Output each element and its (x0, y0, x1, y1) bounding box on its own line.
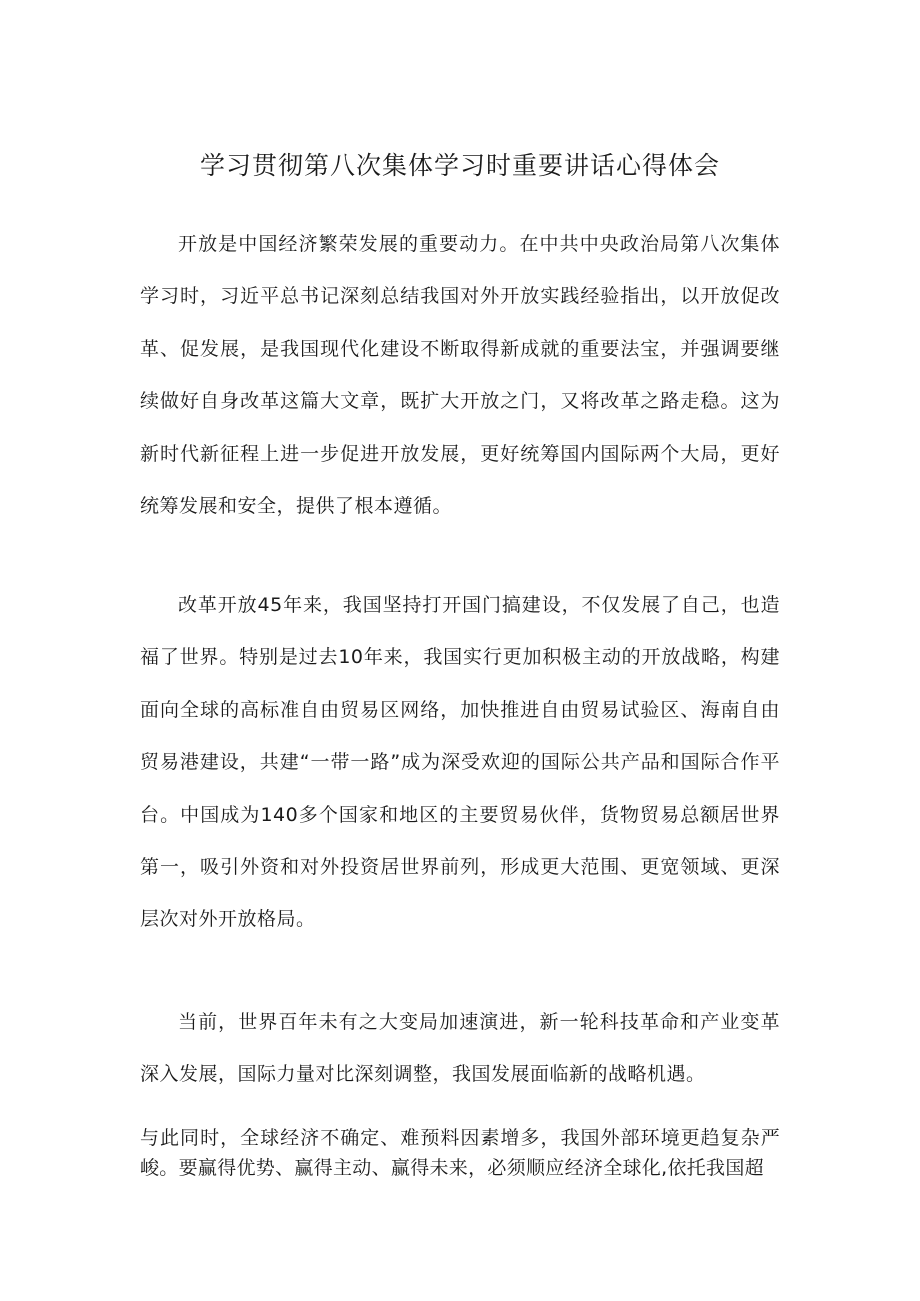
paragraph-opening: 开放是中国经济繁荣发展的重要动力。在中共中央政治局第八次集体学习时，习近平总书记深刻总结我国对外开放实践经验指出，以开放促改革、促发展，是我国现代化建设不断取得新成就的重要法宝，并强调要继续做好自身改革这篇大文章，既扩大开放之门，又将改革之路走稳。这为新时代新征程上进一步促进开放发展，更好统筹国内国际两个大局，更好统筹发展和安全，提供了根本遵循。 (140, 233, 780, 518)
paragraph-reform-opening-45-years: 改革开放45年来，我国坚持打开国门搞建设，不仅发展了自己，也造福了世界。特别是过去10年来，我国实行更加积极主动的开放战略，构建面向全球的高标准自由贸易区网络，加快推进自由贸易试验区、海南自由贸易港建设，共建“一带一路”成为深受欢迎的国际公共产品和国际合作平台。中国成为140多个国家和地区的主要贸易伙伴，货物贸易总额居世界第一，吸引外资和对外投资居世界前列，形成更大范围、更宽领域、更深层次对外开放格局。 (140, 594, 780, 931)
paragraph-external-environment: 与此同时，全球经济不确定、难预料因素增多，我国外部环境更趋复杂严峻。要赢得优势、赢得主动、赢得未来，必须顺应经济全球化,依托我国超 (140, 1127, 780, 1179)
paragraph-current-situation: 当前，世界百年未有之大变局加速演进，新一轮科技革命和产业变革深入发展，国际力量对比深刻调整，我国发展面临新的战略机遇。 (140, 1011, 780, 1086)
document-title: 学习贯彻第八次集体学习时重要讲话心得体会 (199, 151, 720, 180)
